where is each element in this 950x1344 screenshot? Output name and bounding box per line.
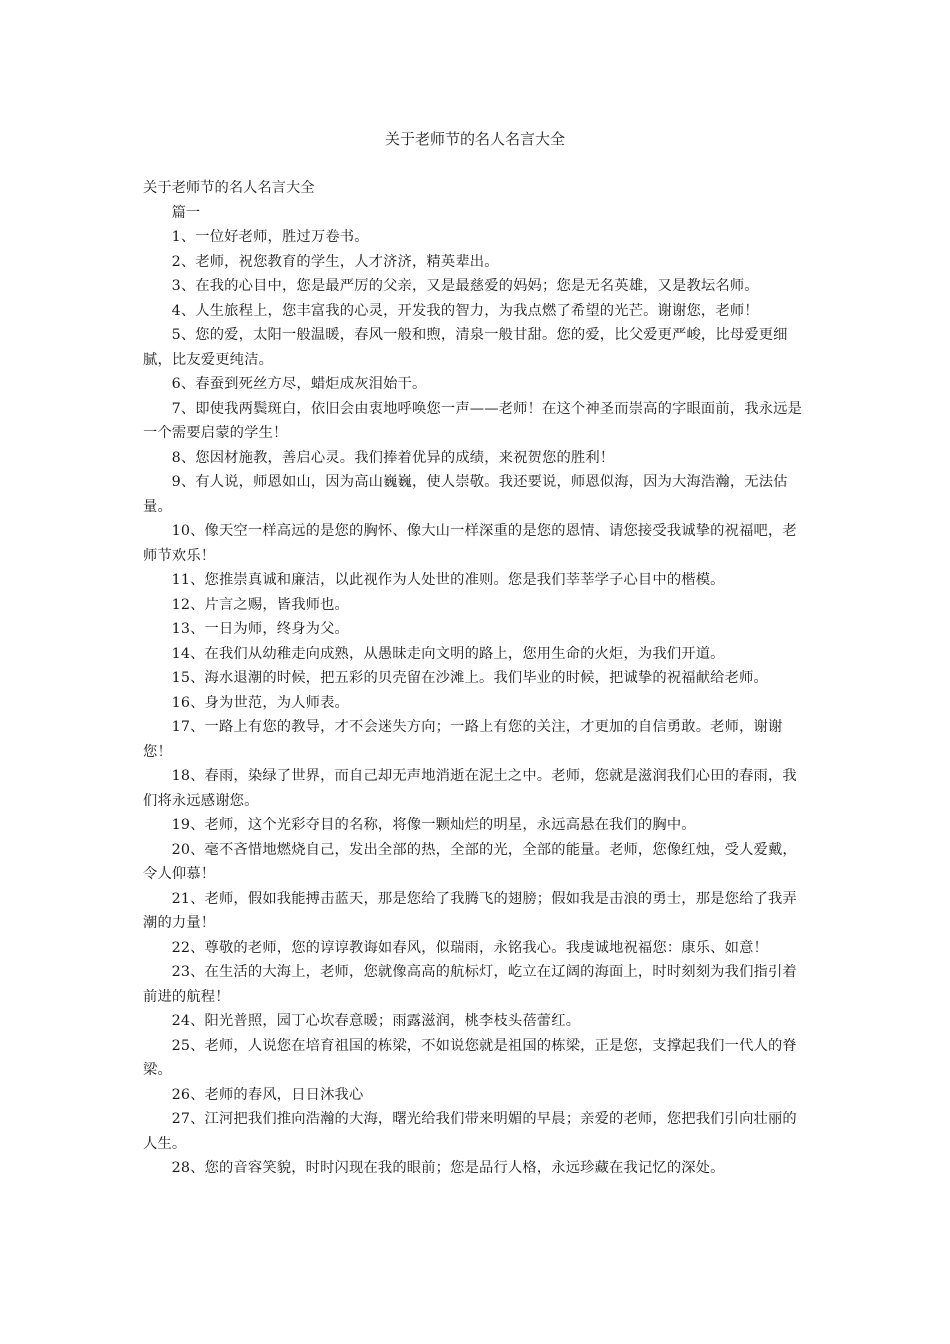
list-item: 9、有人说，师恩如山，因为高山巍巍，使人崇敬。我还要说，师恩似海，因为大海浩瀚，无法估量。 — [143, 474, 788, 515]
list-item: 18、春雨，染绿了世界，而自己却无声地消逝在泥土之中。老师，您就是滋润我们心田的春雨，我们将永远感谢您。 — [143, 768, 797, 809]
list-item: 25、老师，人说您在培育祖国的栋梁，不如说您就是祖国的栋梁，正是您，支撑起我们一代人的脊梁。 — [143, 1037, 797, 1078]
list-item: 20、毫不吝惜地燃烧自己，发出全部的热，全部的光，全部的能量。老师，您像红烛，受人爱戴，令人仰慕！ — [143, 841, 797, 882]
list-item: 17、一路上有您的教导，才不会迷失方向；一路上有您的关注，才更加的自信勇敢。老师，谢谢您！ — [143, 719, 783, 760]
list-item: 16、身为世范，为人师表。 — [171, 694, 350, 711]
list-item: 10、像天空一样高远的是您的胸怀、像大山一样深重的是您的恩情、请您接受我诚挚的祝福吧，老师节欢乐！ — [143, 523, 797, 564]
list-item: 19、老师，这个光彩夺目的名称，将像一颗灿烂的明星，永远高悬在我们的胸中。 — [171, 817, 696, 833]
document-body — [143, 176, 811, 1181]
list-item: 27、江河把我们推向浩瀚的大海，曙光给我们带来明媚的早晨；亲爱的老师，您把我们引向壮丽的人生。 — [143, 1111, 797, 1152]
list-item: 12、片言之赐，皆我师也。 — [171, 596, 350, 613]
list-item: 11、您推崇真诚和廉洁，以此视作为人处世的准则。您是我们莘莘学子心目中的楷模。 — [171, 572, 725, 588]
list-item: 4、人生旅程上，您丰富我的心灵，开发我的智力，为我点燃了希望的光芒。谢谢您，老师！ — [171, 302, 759, 319]
list-item: 13、一日为师，终身为父。 — [171, 621, 350, 637]
list-item: 15、海水退潮的时候，把五彩的贝壳留在沙滩上。我们毕业的时候，把诚挚的祝福献给老师。 — [171, 670, 768, 686]
body-heading: 关于老师节的名人名言大全 — [143, 180, 315, 196]
list-item: 6、春蚕到死丝方尽，蜡炬成灰泪始干。 — [171, 376, 427, 392]
list-item: 1、一位好老师，胜过万卷书。 — [171, 229, 369, 245]
list-item: 14、在我们从幼稚走向成熟，从愚昧走向文明的路上，您用生命的火炬，为我们开道。 — [171, 645, 725, 662]
list-item: 8、您因材施教，善启心灵。我们捧着优异的成绩，来祝贺您的胜利！ — [171, 449, 615, 466]
list-item: 21、老师，假如我能搏击蓝天，那是您给了我腾飞的翅膀；假如我是击浪的勇士，那是您给了我弄潮的力量！ — [143, 890, 797, 931]
list-item: 2、老师，祝您教育的学生，人才济济，精英辈出。 — [171, 253, 499, 270]
list-item: 28、您的音容笑貌，时时闪现在我的眼前；您是品行人格，永远珍藏在我记忆的深处。 — [171, 1160, 725, 1176]
list-item: 23、在生活的大海上，老师，您就像高高的航标灯，屹立在辽阔的海面上，时时刻刻为我们指引着前进的航程！ — [143, 964, 797, 1005]
list-item: 24、阳光普照，园丁心坎春意暖；雨露滋润，桃李枝头蓓蕾红。 — [171, 1013, 581, 1029]
list-item: 7、即使我两鬓斑白，依旧会由衷地呼唤您一声——老师！在这个神圣而崇高的字眼面前，我永远是一个需要启蒙的学生！ — [143, 400, 803, 441]
list-item: 26、老师的春风，日日沐我心 — [171, 1086, 364, 1103]
list-item: 22、尊敬的老师，您的谆谆教诲如春风，似瑞雨，永铭我心。我虔诚地祝福您：康乐、如意！ — [171, 939, 768, 956]
section-label: 篇一 — [171, 204, 201, 221]
list-item: 3、在我的心目中，您是最严厉的父亲，又是最慈爱的妈妈；您是无名英雄，又是教坛名师。 — [171, 278, 759, 294]
list-item: 5、您的爱，太阳一般温暖，春风一般和煦，清泉一般甘甜。您的爱，比父爱更严峻，比母爱更细腻，比友爱更纯洁。 — [143, 327, 788, 368]
document-title: 关于老师节的名人名言大全 — [384, 130, 565, 148]
